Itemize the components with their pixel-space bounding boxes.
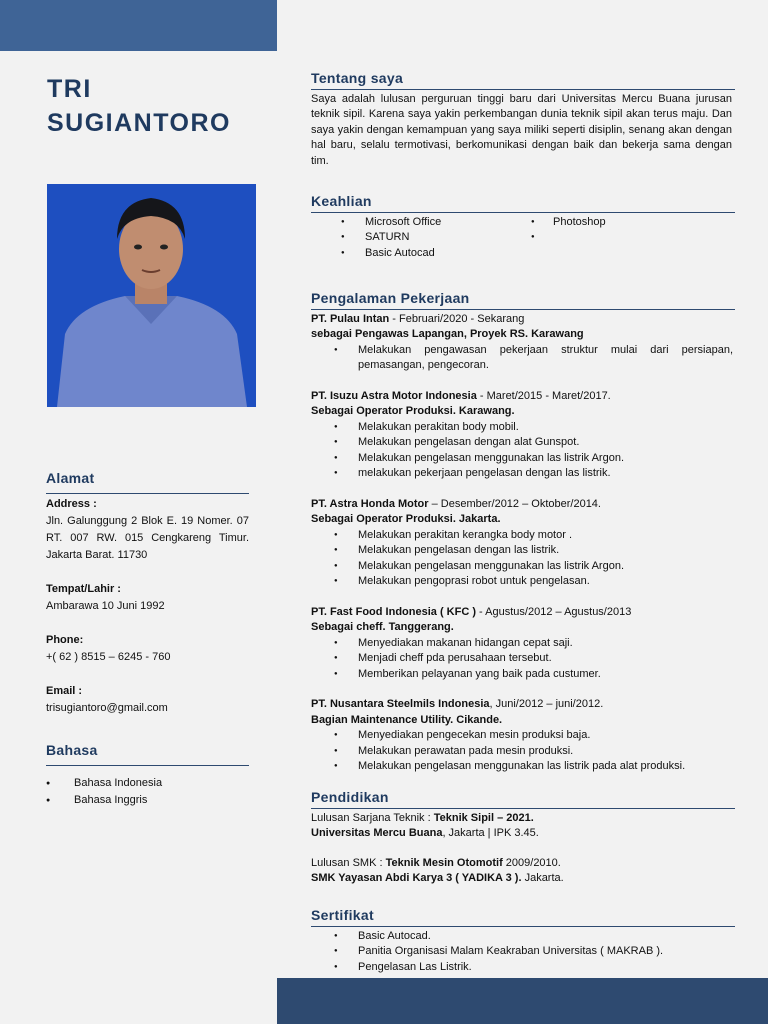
job-company: PT. Pulau Intan <box>311 312 390 325</box>
education-smk-detail: Jakarta. <box>521 871 564 884</box>
experience-section-title: Pengalaman Pekerjaan <box>311 291 735 310</box>
job-entry <box>311 497 735 590</box>
job-company: PT. Nusantara Steelmils Indonesia <box>311 698 490 710</box>
list-item: ● Bahasa Indonesia <box>46 775 249 792</box>
education-major: Teknik Sipil <box>433 811 495 824</box>
list-item: ● melakukan pekerjaan pengelasan dengan las listrik. <box>311 466 735 482</box>
job-company: PT. Isuzu Astra Motor Indonesia <box>311 389 477 402</box>
education-smk-line <box>311 856 735 871</box>
job-period: - Maret/2015 - Maret/2017. <box>476 389 611 402</box>
birth-value: Ambarawa 10 Juni 1992 <box>46 600 165 612</box>
job-company: PT. Fast Food Indonesia ( KFC ) <box>311 605 476 618</box>
list-item: ● Memberikan pelayanan yang baik pada custumer. <box>311 667 735 683</box>
education-smk-prefix: Lulusan SMK : <box>311 856 386 869</box>
job-duties <box>311 636 735 683</box>
skills-column-2 <box>531 215 731 262</box>
about-text: Saya adalah lulusan perguruan tinggi baru dari Universitas Mercu Buana jurusan teknik sipil. Karena saya yakin perkembangan dunia teknik sipil akan terus maju. Dan saya yakin dengan kemampuan yang saya miliki seperti disiplin, senang akan dengan hal baru, selalu termotivasi, berkomunikasi dengan baik dan bekerja sama dengan tim. <box>311 92 732 167</box>
education-school-line <box>311 826 735 841</box>
list-item: ● Melakukan pengelasan dengan alat Gunspot. <box>311 435 735 451</box>
education-school: Universitas Mercu Buana <box>311 826 443 839</box>
person-name <box>47 72 267 140</box>
birth-label: Tempat/Lahir : <box>46 583 121 595</box>
certificate-section <box>311 908 735 975</box>
phone-value: +( 62 ) 8515 – 6245 - 760 <box>46 651 171 663</box>
list-item: ● Melakukan pengelasan menggunakan las listrik pada alat produksi. <box>311 759 735 775</box>
job-duties <box>311 420 735 482</box>
list-item: ● Photoshop <box>531 215 731 231</box>
language-section-title: Bahasa <box>46 742 249 766</box>
address-section <box>46 470 249 717</box>
education-degree-line <box>311 811 735 826</box>
job-entry <box>311 312 735 374</box>
job-period: - Agustus/2012 – Agustus/2013 <box>476 605 632 618</box>
experience-section <box>311 291 735 790</box>
job-duties <box>311 343 735 374</box>
job-duties <box>311 528 735 590</box>
skills-list <box>311 215 735 262</box>
education-smk-major: Teknik Mesin Otomotif <box>385 856 503 869</box>
education-section <box>311 790 735 886</box>
job-period: – Desember/2012 – Oktober/2014. <box>428 497 601 510</box>
skills-section-title: Keahlian <box>311 194 735 213</box>
list-item: ● Menjadi cheff pda perusahaan tersebut. <box>311 651 735 667</box>
education-section-title: Pendidikan <box>311 790 735 809</box>
bottom-accent-bar <box>277 978 768 1024</box>
education-year: – 2021. <box>494 811 534 824</box>
list-item: ● Bahasa Inggris <box>46 792 249 809</box>
education-smk-school: SMK Yayasan Abdi Karya 3 ( YADIKA 3 ). <box>311 871 522 884</box>
list-item: ● Melakukan pengelasan dengan las listrik. <box>311 543 735 559</box>
list-item: ● Basic Autocad <box>311 246 531 262</box>
email-value[interactable]: trisugiantoro@gmail.com <box>46 702 168 714</box>
list-item: ● Melakukan pengawasan pekerjaan struktur mulai dari persiapan, pemasangan, pengecoran. <box>311 343 735 374</box>
list-item: ● Pengelasan Las Listrik. <box>311 960 735 976</box>
list-item: ● Melakukan perakitan body mobil. <box>311 420 735 436</box>
skills-column-1 <box>311 215 531 262</box>
list-item: ● Basic Autocad. <box>311 929 735 945</box>
language-list <box>46 775 249 809</box>
job-entry <box>311 697 735 775</box>
job-role-location: . Cikande. <box>450 713 503 726</box>
list-item: ● Melakukan pengoprasi robot untuk pengelasan. <box>311 574 735 590</box>
education-degree-prefix: Lulusan Sarjana Teknik : <box>311 811 434 824</box>
job-period: , Juni/2012 – juni/2012. <box>489 698 604 710</box>
address-value: Jln. Galunggung 2 Blok E. 19 Nomer. 07 RT. 007 RW. 015 Cengkareng Timur. Jakarta Barat. 11730 <box>46 515 249 561</box>
job-entry <box>311 389 735 482</box>
list-item: ● Menyediakan makanan hidangan cepat saji. <box>311 636 735 652</box>
address-section-title: Alamat <box>46 470 249 494</box>
list-item: ● Melakukan perakitan kerangka body motor . <box>311 528 735 544</box>
address-label: Address : <box>46 498 97 510</box>
phone-label: Phone: <box>46 634 84 646</box>
first-name: TRI <box>47 75 92 103</box>
email-label: Email : <box>46 685 83 697</box>
job-duties <box>311 728 735 775</box>
job-role: Bagian Maintenance Utility <box>311 713 451 726</box>
list-item: ● Melakukan perawatan pada mesin produksi. <box>311 744 735 760</box>
certificate-section-title: Sertifikat <box>311 908 735 927</box>
certificate-list <box>311 929 735 976</box>
job-role: sebagai Pengawas Lapangan, Proyek RS. Karawang <box>311 328 584 340</box>
profile-photo <box>47 184 256 407</box>
education-smk-school-line <box>311 871 735 886</box>
list-item: ● Panitia Organisasi Malam Keakraban Universitas ( MAKRAB ). <box>311 944 735 960</box>
education-detail: , Jakarta | IPK 3.45. <box>442 826 539 839</box>
job-role: Sebagai Operator Produksi. Karawang. <box>311 405 515 417</box>
last-name: SUGIANTORO <box>47 109 231 137</box>
job-period: - Februari/2020 - Sekarang <box>389 312 525 325</box>
about-section-title: Tentang saya <box>311 71 735 90</box>
job-entry <box>311 605 735 683</box>
list-item: ● Melakukan pengelasan menggunakan las listrik Argon. <box>311 559 735 575</box>
portrait-illustration <box>47 184 256 407</box>
job-role: Sebagai Operator Produksi. Jakarta. <box>311 513 501 525</box>
job-company: PT. Astra Honda Motor <box>311 497 429 510</box>
list-item <box>531 230 731 246</box>
top-accent-bar <box>0 0 277 51</box>
list-item: ● Microsoft Office <box>311 215 531 231</box>
list-item: ● SATURN <box>311 230 531 246</box>
education-smk-year: 2009/2010. <box>502 856 561 869</box>
skills-section <box>311 194 735 261</box>
language-section <box>46 742 249 809</box>
job-role: Sebagai cheff. Tanggerang. <box>311 621 454 633</box>
list-item: ● Menyediakan pengecekan mesin produksi baja. <box>311 728 735 744</box>
about-section <box>311 71 735 169</box>
list-item: ● Melakukan pengelasan menggunakan las listrik Argon. <box>311 451 735 467</box>
